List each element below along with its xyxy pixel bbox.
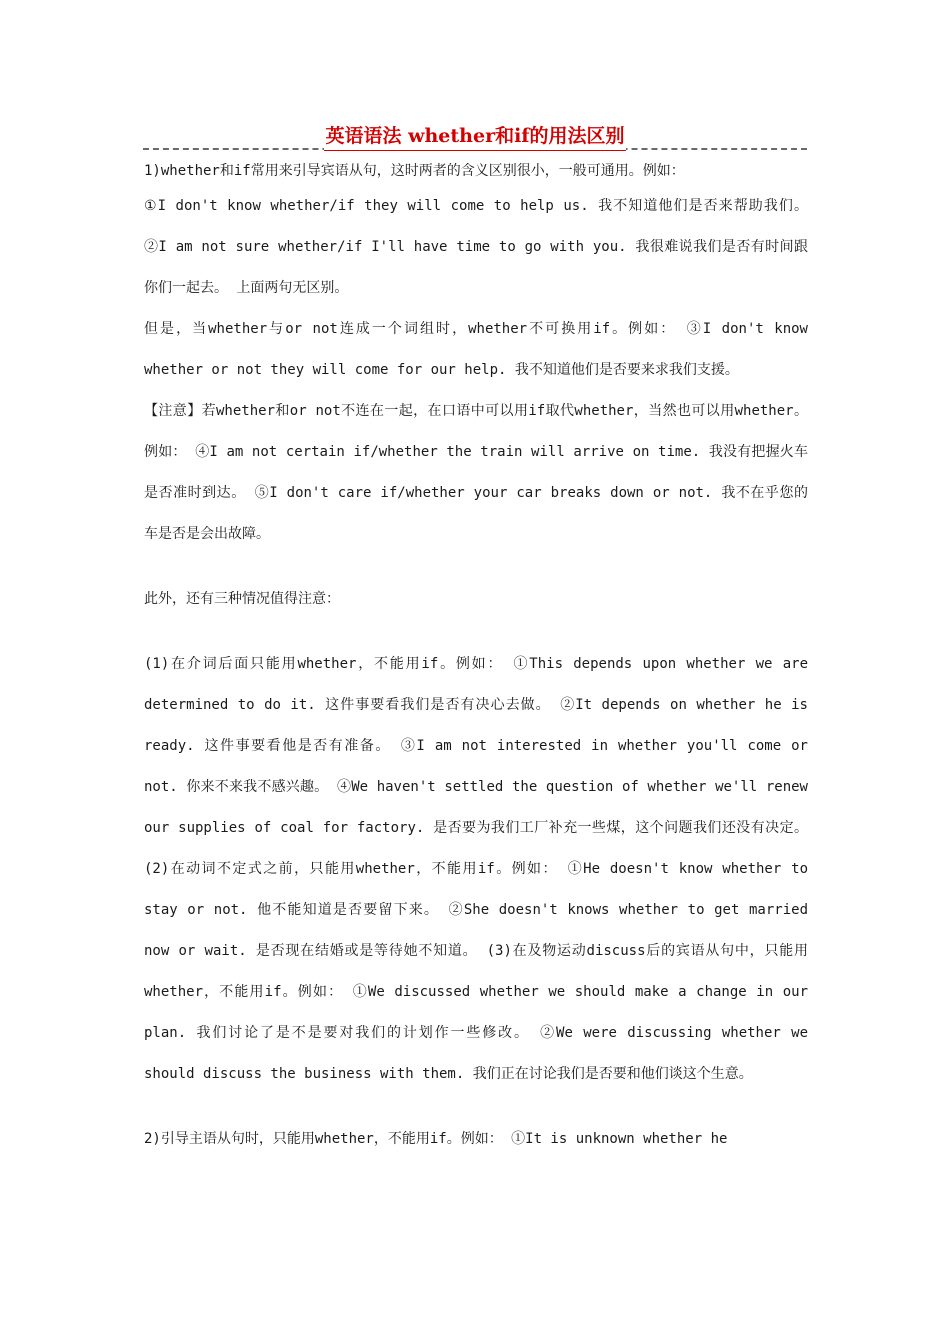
document-body xyxy=(144,156,808,1160)
paragraph-1-intro: 1)whether和if常用来引导宾语从句，这时两者的含义区别很小，一般可通用。例如： xyxy=(144,163,685,179)
page-title: 英语语法 whether和if的用法区别 xyxy=(324,122,627,151)
title-row xyxy=(143,122,807,152)
paragraph-4: 此外，还有三种情况值得注意： xyxy=(144,591,340,607)
paragraph-2: 但是，当whether与or not连成一个词组时，whether不可换用if。例如： ③I don't know whether or not they will come for our help. 我不知道他们是否要来求我们支援。 xyxy=(144,321,808,378)
paragraph-3-note: 【注意】若whether和or not不连在一起，在口语中可以用if取代whether，当然也可以用whether。例如： ④I am not certain if/whether the train will arrive on time. 我没有把握火车是否准时到达。 ⑤I don't care if/whether your car breaks down or not. 我不在乎您的车是否是会出故障。 xyxy=(144,403,808,542)
paragraph-1-examples: ①I don't know whether/if they will come to help us. 我不知道他们是否来帮助我们。 ②I am not sure whether/if I'll have time to go with you. 我很难说我们是否有时间跟你们一起去。 上面两句无区别。 xyxy=(144,198,808,296)
spacer xyxy=(144,555,808,579)
paragraph-5: (1)在介词后面只能用whether，不能用if。例如： ①This depends upon whether we are determined to do it. 这件事要看我们是否有决心去做。 ②It depends on whether he is ready. 这件事要看他是否有准备。 ③I am not interested in whether you'll come or not. 你来不来我不感兴趣。 ④We haven't settled the question of whether we'll renew our supplies of coal for factory. 是否要为我们工厂补充一些煤，这个问题我们还没有决定。 (2)在动词不定式之前，只能用whether，不能用if。例如： ①He doesn't know whether to stay or not. 他不能知道是否要留下来。 ②She doesn't knows whether to get married now or wait. 是否现在结婚或是等待她不知道。 (3)在及物运动discuss后的宾语从句中，只能用whether，不能用if。例如： ①We discussed whether we should make a change in our plan. 我们讨论了是不是要对我们的计划作一些修改。 ②We were discussing whether we should discuss the business with them. 我们正在讨论我们是否要和他们谈这个生意。 xyxy=(144,656,808,1082)
spacer xyxy=(144,1095,808,1119)
spacer xyxy=(144,620,808,644)
paragraph-6: 2)引导主语从句时，只能用whether，不能用if。例如： ①It is unknown whether he xyxy=(144,1131,728,1147)
